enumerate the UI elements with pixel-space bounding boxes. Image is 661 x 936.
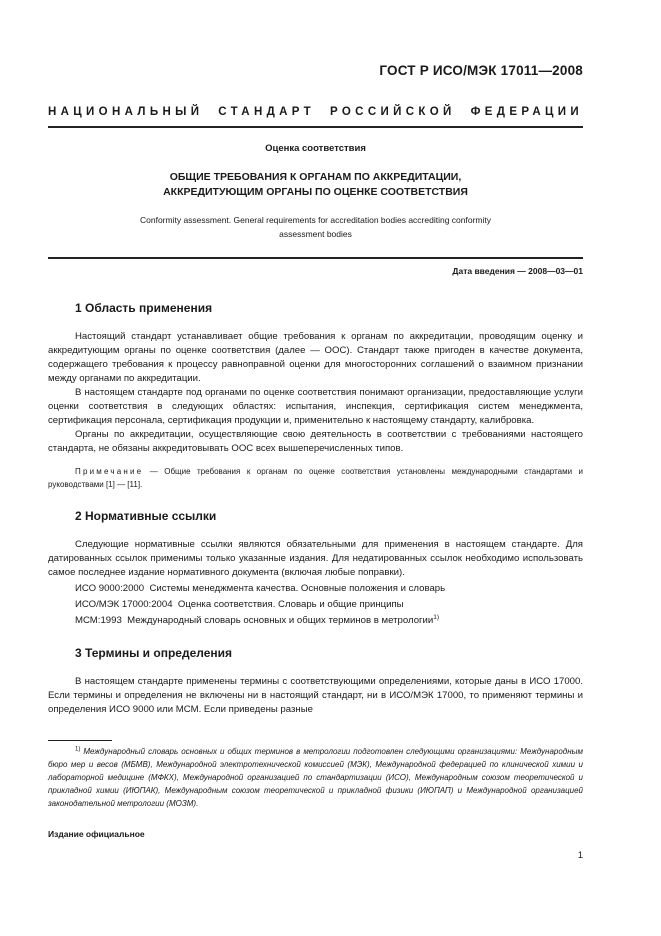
- note-text: — Общие требования к органам по оценке соответствия установлены международными стандартами и руководствами [1] — [11].: [48, 467, 583, 489]
- note-label: Примечание: [75, 467, 144, 476]
- section-1-paragraph-2: В настоящем стандарте под органами по оценке соответствия понимают организации, предоставляющие услуги оценки соответствия в следующих областях: испытания, инспекция, сертификация систем менеджмента, сертификация персонала, сертификация продукции и, применительно к настоящему стандарту, калибровка.: [48, 387, 583, 426]
- footnote-mark: 1): [75, 746, 81, 753]
- reference-code: ИСО 9000:2000: [75, 583, 145, 594]
- title-line-2: АККРЕДИТУЮЩИМ ОРГАНЫ ПО ОЦЕНКЕ СООТВЕТСТВИЯ: [163, 185, 468, 198]
- section-3-paragraph-1: В настоящем стандарте применены термины с соответствующими определениями, которые даны в ИСО 17000. Если термины и определения не включены ни в настоящий стандарт, ни в ИСО/МЭК 17000, то применяют термины и определения ИСО 9000 или МСМ. Если приведены разные: [48, 676, 583, 715]
- footnote-reference-mark: 1): [433, 613, 440, 621]
- reference-title: Системы менеджмента качества. Основные положения и словарь: [149, 583, 446, 594]
- document-title: [48, 170, 583, 199]
- page-number: 1: [577, 850, 583, 861]
- edition-label: Издание официальное: [48, 829, 145, 839]
- document-number: ГОСТ Р ИСО/МЭК 17011—2008: [379, 63, 583, 78]
- english-title: [48, 213, 583, 241]
- section-1-paragraph-1: Настоящий стандарт устанавливает общие требования к органам по аккредитации, проводящим оценку и аккредитующим органы по оценке соответствия (далее — ООС). Стандарт также пригоден в качестве документа, содержащего требования к процессу равноправной оценки для многосторонних соглашений о взаимном признании между органами по аккредитации.: [48, 331, 583, 384]
- section-2-heading: 2 Нормативные ссылки: [75, 509, 217, 523]
- main-content: [48, 301, 583, 717]
- top-divider: [48, 126, 583, 128]
- english-title-line-1: Conformity assessment. General requirements for accreditation bodies accrediting conformity: [139, 215, 491, 225]
- reference-item: [48, 598, 583, 612]
- reference-item: [48, 582, 583, 596]
- effective-date: Дата введения — 2008—03—01: [452, 266, 583, 276]
- section-1-heading: 1 Область применения: [75, 301, 213, 315]
- title-line-1: ОБЩИЕ ТРЕБОВАНИЯ К ОРГАНАМ ПО АККРЕДИТАЦИИ,: [169, 171, 462, 183]
- subject-line: Оценка соответствия: [265, 143, 366, 154]
- footnote: [48, 745, 583, 810]
- reference-item: [48, 614, 583, 628]
- section-1-note: [48, 466, 583, 491]
- footnote-text: Международный словарь основных и общих терминов в метрологии подготовлен следующими организациями: Международным бюро мер и весов (МБМВ), Международной электротехнической комиссией (МЭК), Международной федерацией по клинической химии и лабораторной медицине (МФКХ), Международной организацией по стандартизации (ИСО), Международным союзом теоретической и прикладной химии (ИЮПАК), Международным союзом теоретической и прикладной физики (ИЮПАП) и Международной организацией законодательной метрологии (МОЗМ).: [48, 747, 583, 808]
- reference-code: МСМ:1993: [75, 615, 122, 626]
- reference-title: Оценка соответствия. Словарь и общие принципы: [177, 599, 404, 610]
- footnote-divider: [48, 740, 112, 741]
- section-3-heading: 3 Термины и определения: [75, 646, 233, 660]
- section-1-paragraph-3: Органы по аккредитации, осуществляющие свою деятельность в соответствии с требованиями настоящего стандарта, не обязаны аккредитовывать ООС всех вышеперечисленных типов.: [48, 429, 583, 454]
- section-2-paragraph-1: Следующие нормативные ссылки являются обязательными для применения в настоящем стандарте. Для датированных ссылок применимы только указанные издания. Для недатированных ссылок необходимо использовать самое последнее издание нормативного документа (включая любые поправки).: [48, 539, 583, 578]
- title-divider: [48, 257, 583, 259]
- national-standard-banner: НАЦИОНАЛЬНЫЙ СТАНДАРТ РОССИЙСКОЙ ФЕДЕРАЦИИ: [48, 106, 583, 118]
- reference-title: Международный словарь основных и общих терминов в метрологии: [127, 615, 434, 626]
- english-title-line-2: assessment bodies: [279, 229, 352, 239]
- normative-references-list: [48, 582, 583, 628]
- reference-code: ИСО/МЭК 17000:2004: [75, 599, 173, 610]
